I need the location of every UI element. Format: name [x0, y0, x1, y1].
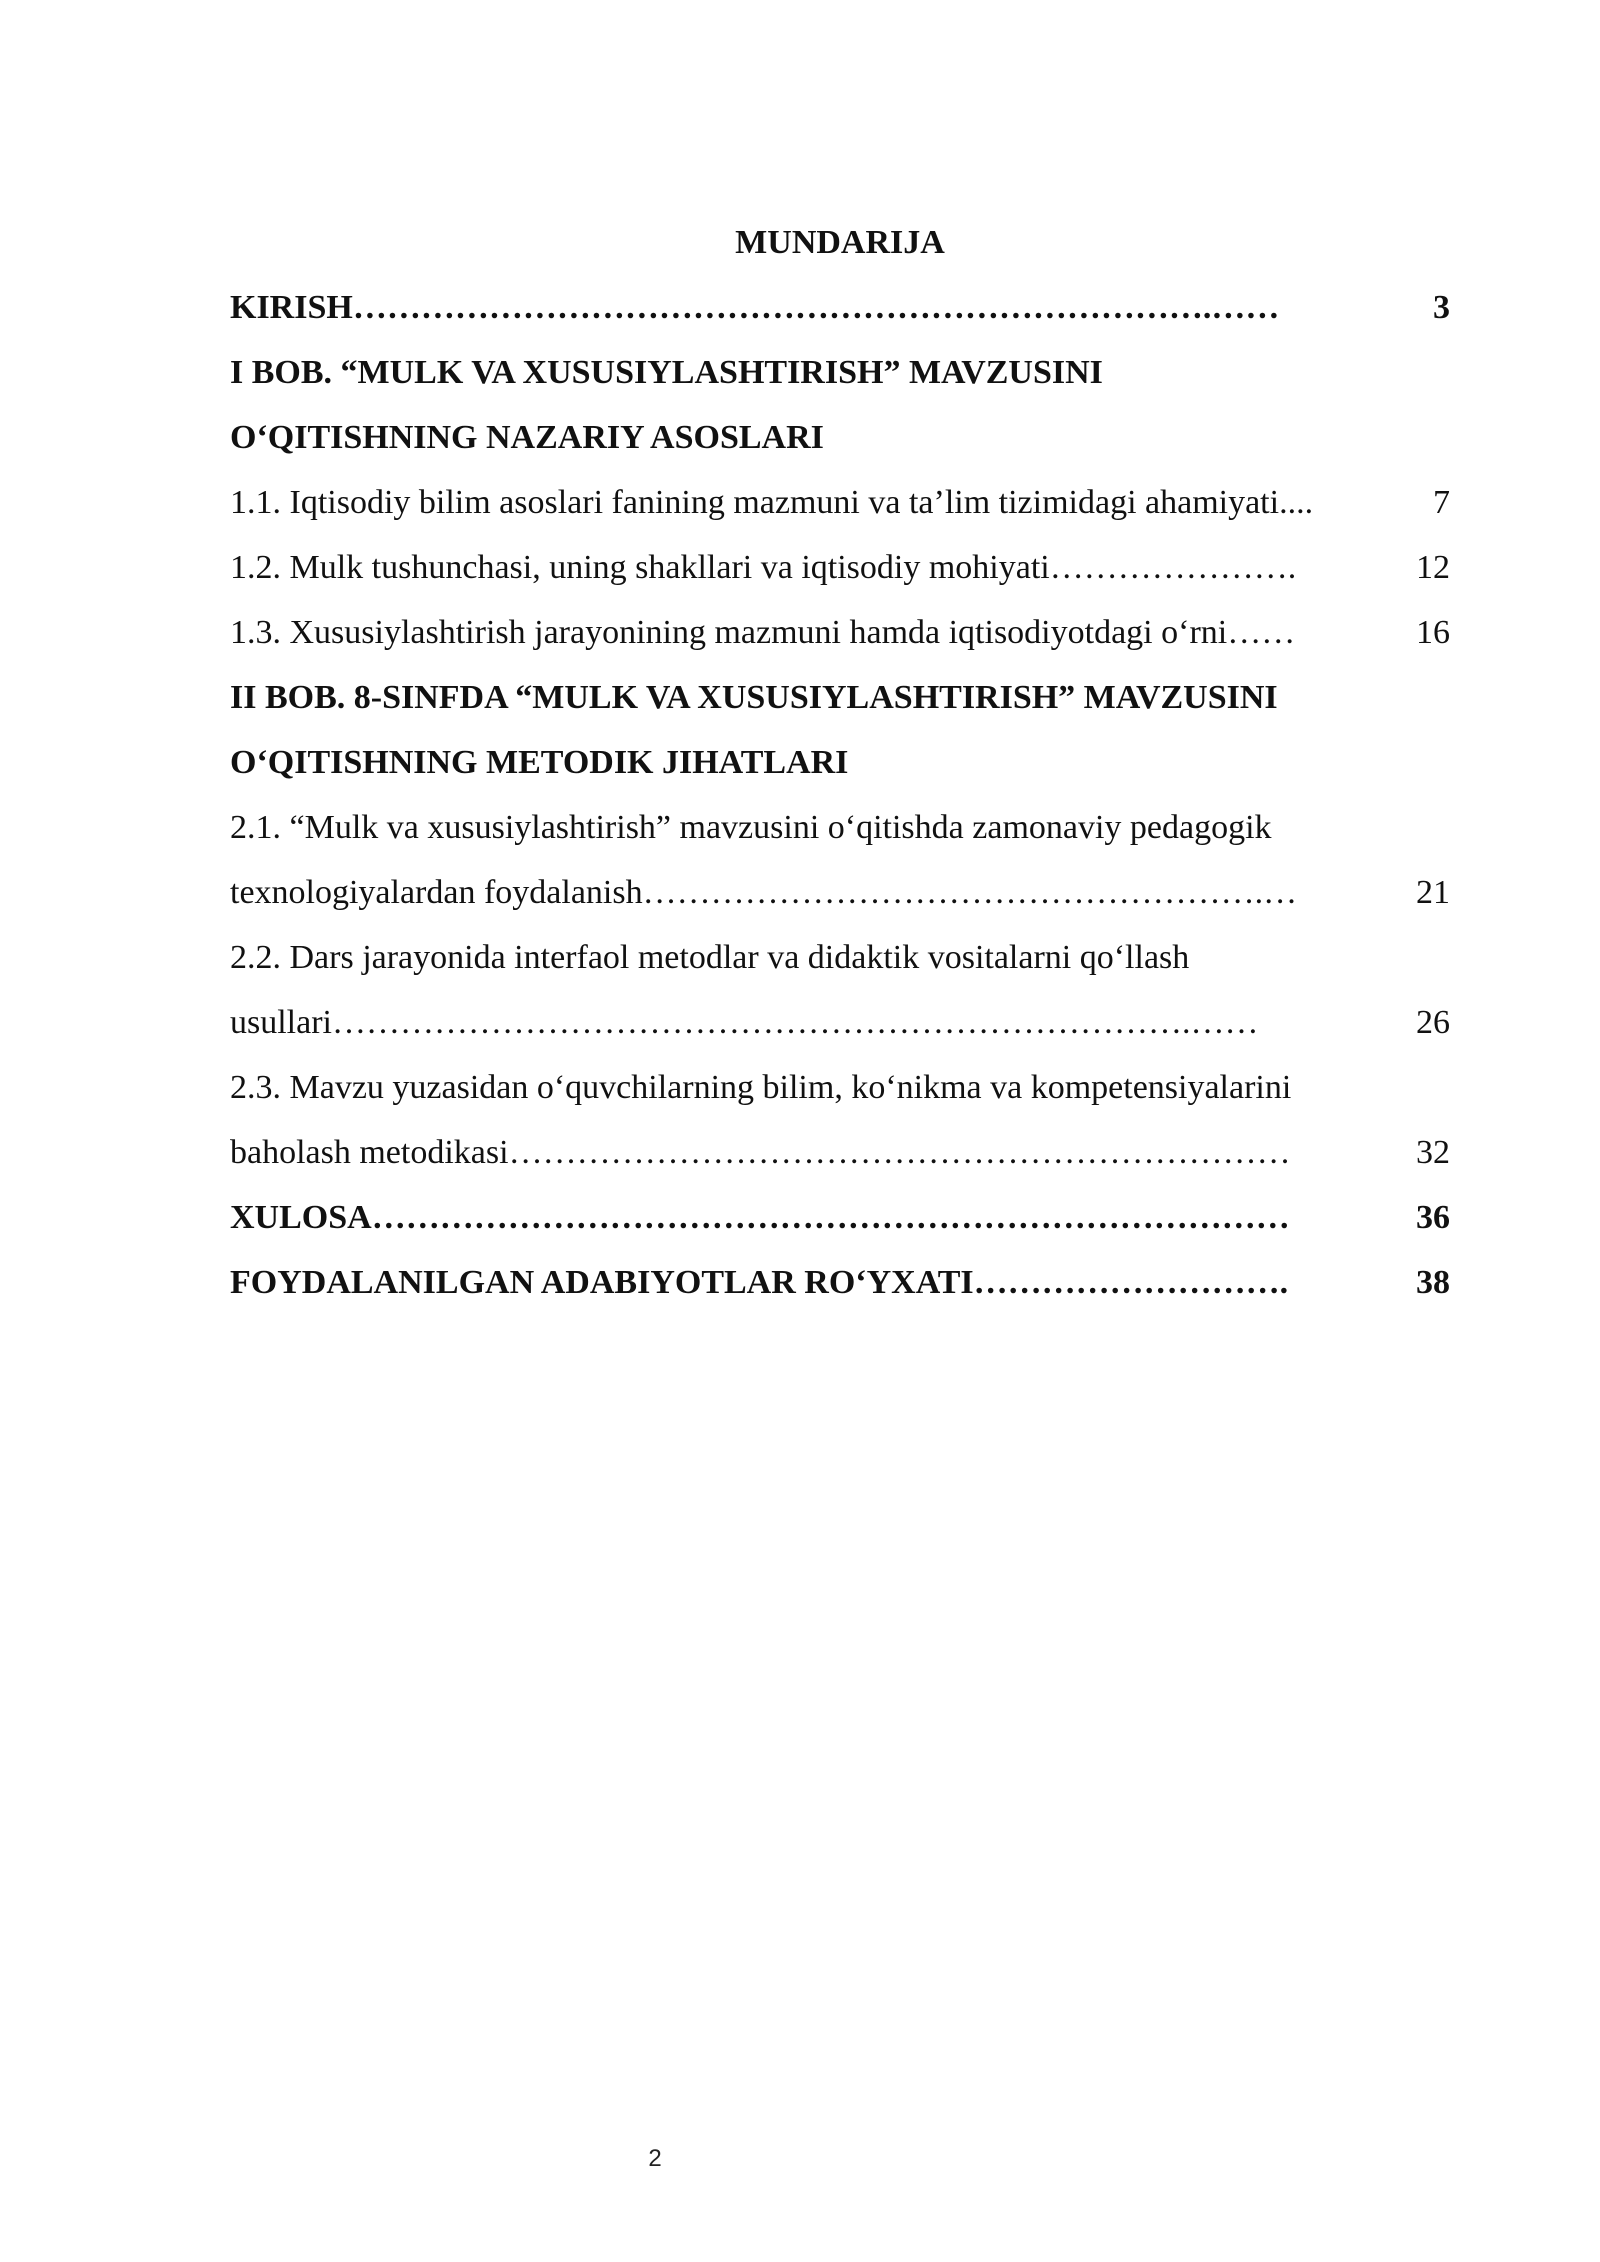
toc-entry-text: O‘QITISHNING METODIK JIHATLARI [230, 744, 849, 781]
toc-leader-dots: ……………………………………………….… [642, 874, 1298, 911]
toc-entry-line [230, 665, 1450, 730]
toc-entry-line [230, 340, 1450, 405]
toc-entry-text: usullari [230, 1004, 332, 1041]
toc-entry-text: II BOB. 8-SINFDA “MULK VA XUSUSIYLASHTIRISH” MAVZUSINI [230, 679, 1278, 716]
toc-entry-text: KIRISH [230, 289, 353, 326]
toc-entry-text: texnologiyalardan foydalanish [230, 874, 643, 911]
toc-entry [230, 600, 1450, 665]
toc-entry-text: 2.3. Mavzu yuzasidan o‘quvchilarning bilim, ko‘nikma va kompetensiyalarini [230, 1069, 1292, 1106]
toc-entry [230, 665, 1450, 795]
toc-entry [230, 1055, 1450, 1185]
toc-entry [230, 340, 1450, 470]
table-of-contents [230, 210, 1450, 1315]
toc-leader-dots: ……………………………………………………………………… [371, 1199, 1290, 1236]
toc-page-number: 32 [1416, 1134, 1450, 1171]
toc-page-number: 3 [1433, 289, 1450, 326]
toc-entry-line [230, 470, 1450, 535]
toc-entry-text: FOYDALANILGAN ADABIYOTLAR RO‘YXATI [230, 1264, 974, 1301]
toc-entry-text: I BOB. “MULK VA XUSUSIYLASHTIRISH” MAVZUSINI [230, 354, 1103, 391]
toc-entry-line [230, 1250, 1450, 1315]
toc-entry [230, 795, 1450, 925]
toc-entry-line [230, 1185, 1450, 1250]
toc-leader-dots: …………………………………………………………… [508, 1134, 1291, 1171]
toc-leader-dots: …… [1227, 614, 1296, 651]
toc-entry-line [230, 925, 1450, 990]
toc-entry [230, 470, 1450, 535]
toc-leader-dots: .... [1279, 484, 1314, 521]
toc-entry-line [230, 730, 1450, 795]
toc-entry-text: 1.2. Mulk tushunchasi, uning shakllari va iqtisodiy mohiyati [230, 549, 1050, 586]
toc-page-number: 36 [1416, 1199, 1450, 1236]
toc-entry [230, 1250, 1450, 1315]
toc-page-number: 7 [1433, 484, 1450, 521]
toc-leader-dots: ………………………………………………………………….…… [331, 1004, 1259, 1041]
toc-entry [230, 535, 1450, 600]
toc-entry-line [230, 1120, 1450, 1185]
toc-entry-text: O‘QITISHNING NAZARIY ASOSLARI [230, 419, 824, 456]
toc-entry-line [230, 860, 1450, 925]
toc-entry-text: XULOSA [230, 1199, 372, 1236]
page-number: 2 [648, 2145, 662, 2172]
toc-entries [230, 275, 1450, 1315]
toc-entry-text: 2.1. “Mulk va xususiylashtirish” mavzusini o‘qitishda zamonaviy pedagogik [230, 809, 1272, 846]
toc-leader-dots: …………………. [1049, 549, 1297, 586]
toc-entry-line [230, 795, 1450, 860]
toc-entry-line [230, 1055, 1450, 1120]
toc-entry-line [230, 600, 1450, 665]
toc-entry-line [230, 405, 1450, 470]
toc-entry-text: 1.1. Iqtisodiy bilim asoslari fanining mazmuni va ta’lim tizimidagi ahamiyati [230, 484, 1280, 521]
toc-page-number: 21 [1416, 874, 1450, 911]
toc-entry-line [230, 535, 1450, 600]
toc-page-number: 38 [1416, 1264, 1450, 1301]
toc-entry-line [230, 990, 1450, 1055]
toc-entry-text: baholash metodikasi [230, 1134, 509, 1171]
toc-entry [230, 275, 1450, 340]
toc-page-number: 12 [1416, 549, 1450, 586]
toc-leader-dots: ………………………………………………………………….…… [352, 289, 1280, 326]
toc-entry-text: 2.2. Dars jarayonida interfaol metodlar va didaktik vositalarni qo‘llash [230, 939, 1190, 976]
toc-entry-line [230, 275, 1450, 340]
toc-page-number: 16 [1416, 614, 1450, 651]
toc-entry [230, 1185, 1450, 1250]
toc-entry [230, 925, 1450, 1055]
toc-entry-text: 1.3. Xususiylashtirish jarayonining mazmuni hamda iqtisodiyotdagi o‘rni [230, 614, 1228, 651]
toc-title: MUNDARIJA [735, 224, 945, 261]
toc-page-number: 26 [1416, 1004, 1450, 1041]
toc-leader-dots: ………………………. [973, 1264, 1289, 1301]
